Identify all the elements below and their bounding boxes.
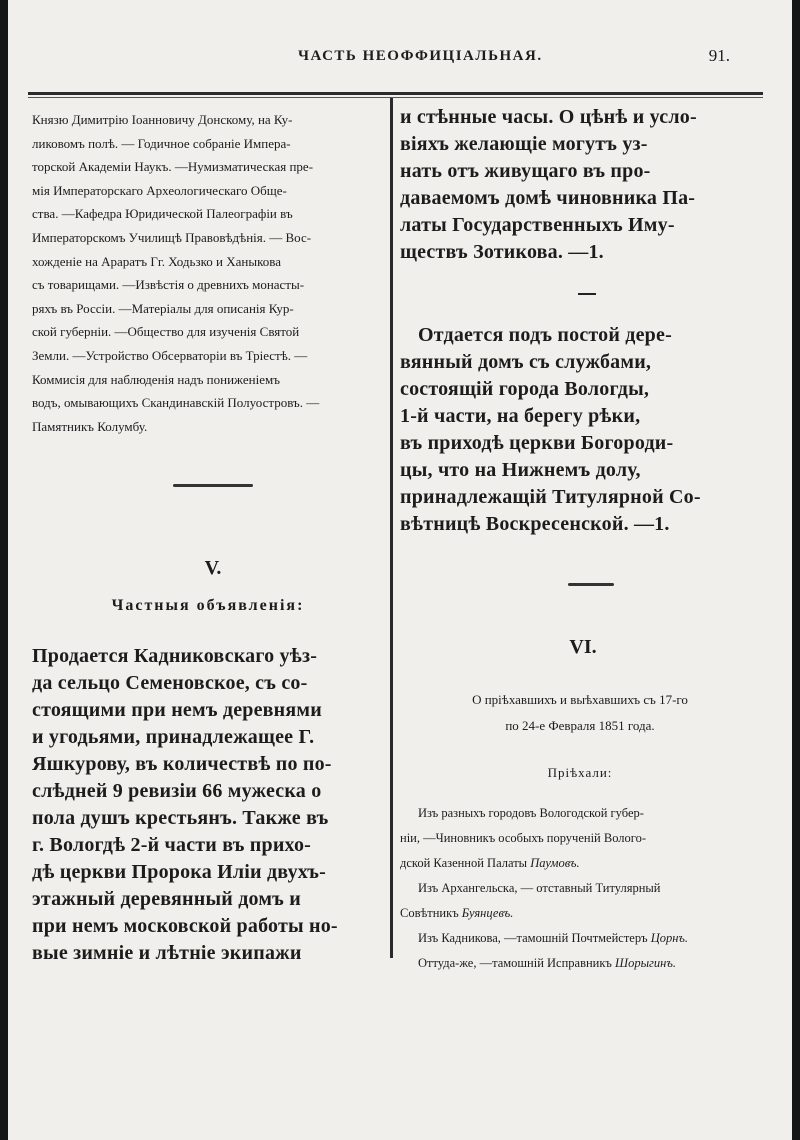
text-line: Изъ Архангельска, — отставный Титулярный (418, 881, 661, 895)
text-line: Изъ разныхъ городовъ Вологодской губер- (418, 806, 644, 820)
text-line (400, 951, 760, 976)
ad-line: Продается Кадниковскаго уѣз- (32, 645, 318, 667)
ad-line: г. Вологдѣ 2-й части въ прихо- (32, 834, 312, 856)
column-divider (390, 98, 393, 958)
text-line: ства. —Кафедра Юридической Палеографіи въ (32, 206, 293, 222)
arrival-entry (400, 926, 760, 951)
person-name: Буянцевъ. (461, 906, 514, 920)
ad-line: 1-й части, на берегу рѣки, (400, 405, 641, 427)
ad-line: дѣ церкви Пророка Иліи двухъ- (32, 861, 326, 883)
text-line: Коммисія для наблюденія надъ пониженіемъ (32, 371, 280, 387)
text-line: ряхъ въ Россіи. —Матеріалы для описанія Кур- (32, 300, 294, 316)
ads-heading: Частныя объявленія: (111, 597, 305, 614)
ad-line: віяхъ желающіе могутъ уз- (400, 133, 648, 155)
page-number: 91. (708, 46, 730, 65)
text-line: водъ, омывающихъ Скандинавскій Полуостровъ. — (32, 395, 320, 411)
ad-line: нать отъ живущаго въ про- (400, 160, 651, 182)
ad-line: состоящій города Вологды, (400, 378, 650, 400)
intro-paragraph (32, 108, 384, 438)
text-line (400, 901, 760, 926)
ad-line: и угодьями, принадлежащее Г. (32, 726, 315, 748)
text-line (400, 851, 760, 876)
text-line: Императорскомъ Училищѣ Правовѣдѣнія. — Вос- (32, 229, 312, 245)
person-name: Шорыгинъ. (615, 956, 676, 970)
arrival-entry (400, 951, 760, 976)
text-line: Памятникъ Колумбу. (32, 418, 148, 434)
ad-line: этажный деревянный домъ и (32, 888, 301, 910)
ad-line: латы Государственныхъ Иму- (400, 214, 675, 236)
arrival-entry (400, 801, 760, 876)
ad-line: даваемомъ домѣ чиновника Па- (400, 187, 696, 209)
ad-line: и стѣнные часы. О цѣнѣ и усло- (400, 106, 697, 128)
arrival-entry (400, 876, 760, 926)
running-title: ЧАСТЬ НЕОФФИЦІАЛЬНАЯ. (298, 48, 543, 64)
arrivals-list (400, 801, 760, 976)
text-line: съ товарищами. —Извѣстія о древнихъ монасты- (32, 277, 305, 293)
text-line: Оттуда-же, —тамошній Исправникъ (418, 956, 616, 970)
left-column (32, 108, 384, 438)
ad-line: вянный домъ съ службами, (400, 351, 652, 373)
ad-line: ществъ Зотикова. —1. (400, 241, 604, 263)
ad-line: да сельцо Семеновское, съ со- (32, 672, 308, 694)
text-line: ликовомъ полѣ. — Годичное собраніе Импера- (32, 135, 291, 151)
text-line: Совѣтникъ (400, 906, 462, 920)
ad-line: цы, что на Нижнемъ долу, (400, 459, 641, 481)
text-line: мія Императорскаго Археологическаго Обще- (32, 182, 287, 198)
ad-line: при немъ московской работы но- (32, 915, 338, 937)
text-line: О пріѣхавшихъ и выѣхавшихъ съ 17-го (472, 692, 688, 707)
ad-line: вѣтницѣ Воскресенской. —1. (400, 513, 670, 535)
text-line: Изъ Кадникова, —тамошній Почтмейстеръ (418, 931, 651, 945)
newspaper-page (8, 0, 792, 1140)
text-line: по 24-е Февраля 1851 года. (505, 718, 655, 733)
text-line: торской Академіи Наукъ. —Нумизматическая пре- (32, 159, 314, 175)
ad-line: пола душъ крестьянъ. Также въ (32, 807, 329, 829)
text-line: ской губерніи. —Общество для изученія Святой (32, 324, 300, 340)
text-line: дской Казенной Палаты (400, 856, 531, 870)
arrived-label: Пріѣхали: (547, 765, 613, 780)
ornamental-divider (568, 583, 614, 586)
ad-block-1-continued (400, 104, 760, 266)
arrivals-title (400, 687, 760, 739)
header-rule-thin (28, 97, 763, 98)
header-rule (28, 92, 763, 95)
text-line: Князю Димитрію Іоанновичу Донскому, на Ку- (32, 112, 293, 127)
ad-line: вые зимніе и лѣтніе экипажи (32, 942, 302, 964)
ad-block-2 (400, 322, 760, 538)
person-name: Цорнъ. (650, 931, 689, 945)
section-number-v: V. (204, 557, 222, 579)
text-line (400, 926, 760, 951)
text-line: Земли. —Устройство Обсерваторіи въ Тріестѣ. — (32, 347, 308, 363)
ad-line: Яшкурову, въ количествѣ по по- (32, 753, 332, 775)
ad-line: стоящими при немъ деревнями (32, 699, 322, 721)
ad-line: Отдается подъ постой дере- (418, 324, 672, 346)
person-name: Паумовъ. (530, 856, 580, 870)
ad-block-1 (32, 643, 384, 967)
section-number-vi: VI. (569, 636, 597, 658)
ornamental-divider (173, 484, 253, 487)
ad-line: принадлежащій Титулярной Со- (400, 486, 701, 508)
text-line: ніи, —Чиновникъ особыхъ порученій Волого- (400, 831, 647, 845)
ad-line: въ приходѣ церкви Богороди- (400, 432, 674, 454)
dash-separator (578, 293, 596, 295)
text-line: хожденіе на Араратъ Гг. Ходьзко и Ханыкова (32, 253, 281, 269)
page-header (8, 44, 792, 74)
ad-line: слѣдней 9 ревизіи 66 мужеска о (32, 780, 322, 802)
